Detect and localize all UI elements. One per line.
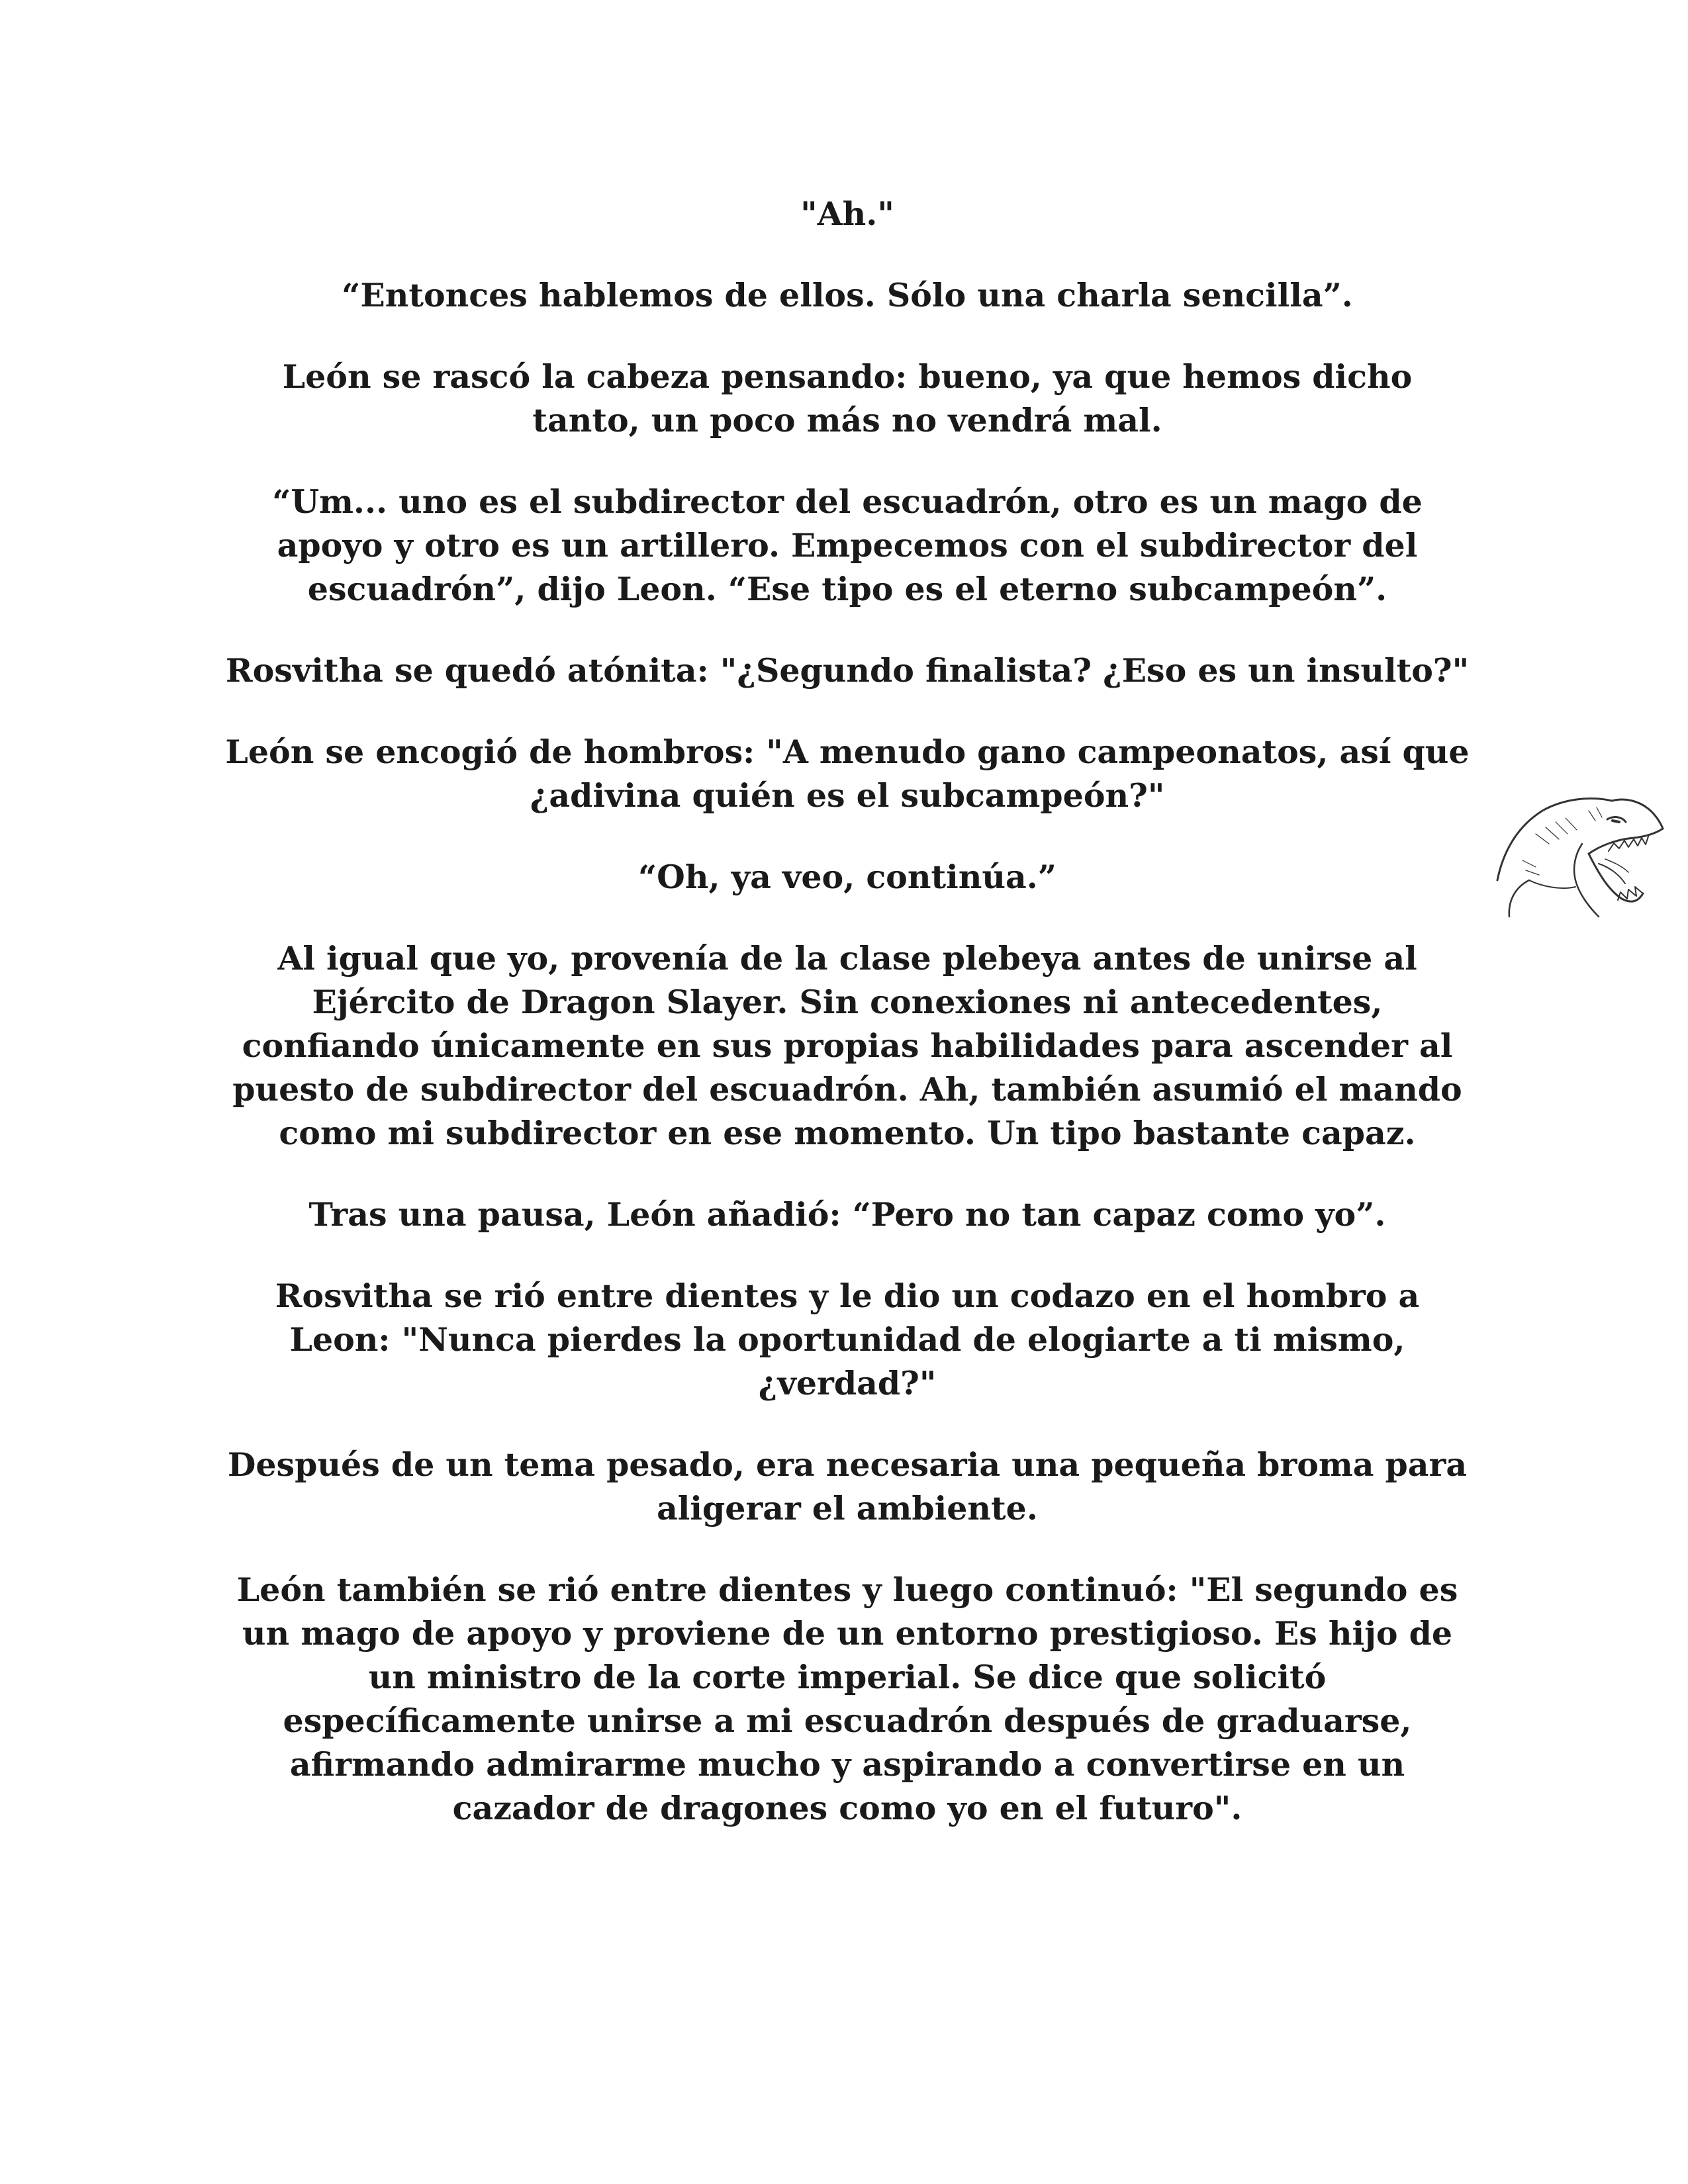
paragraph-7: “Oh, ya veo, continúa.” [638, 858, 1056, 896]
paragraph-6: León se encogió de hombros: "A menudo gano campeonatos, así que ¿adivina quién es el subcampeón?" [225, 733, 1470, 815]
paragraph-5: Rosvitha se quedó atónita: "¿Segundo finalista? ¿Eso es un insulto?" [225, 651, 1470, 690]
paragraph-12: León también se rió entre dientes y luego continuó: "El segundo es un mago de apoyo y proviene de un entorno prestigioso. Es hijo de un ministro de la corte imperial. Se dice que solicitó específicamente unirse a mi escuadrón después de graduarse, afirmando admirarme mucho y aspirando a convertirse en un cazador de dragones como yo en el futuro". [236, 1570, 1458, 1827]
paragraph-10: Rosvitha se rió entre dientes y le dio un codazo en el hombro a Leon: "Nunca pierdes la oportunidad de elogiarte a ti mismo, ¿verdad?" [275, 1277, 1420, 1402]
paragraph-11: Después de un tema pesado, era necesaria una pequeña broma para aligerar el ambiente. [227, 1445, 1468, 1527]
paragraph-4: “Um... uno es el subdirector del escuadrón, otro es un mago de apoyo y otro es un artillero. Empecemos con el subdirector del escuadrón”, dijo Leon. “Ese tipo es el eterno subcampeón”. [272, 482, 1423, 608]
paragraph-1: "Ah." [800, 195, 894, 233]
paragraph-9: Tras una pausa, León añadió: “Pero no tan capaz como yo”. [308, 1195, 1386, 1234]
paragraph-3: León se rascó la cabeza pensando: bueno, ya que hemos dicho tanto, un poco más no vendrá mal. [282, 357, 1413, 439]
paragraph-2: “Entonces hablemos de ellos. Sólo una charla sencilla”. [342, 276, 1353, 314]
dragon-head-sketch-icon [1489, 781, 1668, 933]
body-text [225, 192, 1470, 1830]
paragraph-8: Al igual que yo, provenía de la clase plebeya antes de unirse al Ejército de Dragon Slayer. Sin conexiones ni antecedentes, confiando únicamente en sus propias habilidades para ascender al puesto de subdirector del escuadrón. Ah, también asumió el mando como mi subdirector en ese momento. Un tipo bastante capaz. [232, 939, 1462, 1152]
